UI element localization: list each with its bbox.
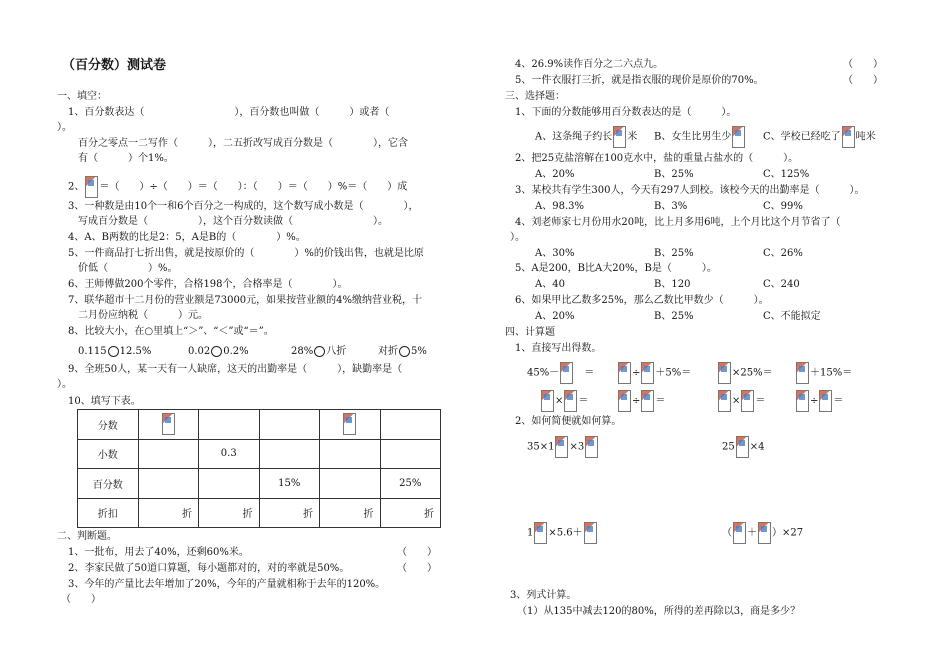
fraction-image-icon xyxy=(585,436,598,458)
question-3-line-1: 3、一种数是由10个一和6个百分之一构成的，这个数写成小数是（ ）， xyxy=(68,201,419,212)
compare-left-value: 0.02 xyxy=(188,346,211,357)
fraction-image-icon xyxy=(718,362,731,384)
fraction-image-icon xyxy=(758,522,771,544)
judge-3: 3、今年的产量比去年增加了20%，今年的产量就相称于去年的120%。 xyxy=(68,579,386,590)
fraction-image-icon xyxy=(555,436,568,458)
table-cell xyxy=(138,439,199,469)
expr-equals: ＝ xyxy=(655,395,666,407)
table-cell xyxy=(199,410,260,440)
fraction-image-icon xyxy=(733,522,746,544)
question-7-line-2: 二月份应纳税（ ）元。 xyxy=(78,310,208,321)
table-cell xyxy=(380,439,441,469)
question-7-line-1: 7、联华超市十二月份的营业额是73000元，如果按营业额的4%缴纳营业税，十 xyxy=(68,295,423,306)
choice-1-option-b xyxy=(654,126,746,148)
table-row xyxy=(78,439,441,469)
fraction-image-icon xyxy=(796,362,809,384)
question-1-line-1: 1、百分数表达（ ），百分数也叫做（ ）或者（ xyxy=(68,107,390,118)
choice-3: 3、某校共有学生300人，今天有297人到校。该校今天的出勤率是（ ）。 xyxy=(515,185,865,196)
compare-item-1 xyxy=(78,346,151,358)
question-9-line-1: 9、全班50人，某一天有一人缺席，这天的出勤率是（ ），缺勤率是（ xyxy=(68,364,403,375)
compare-right-value: 5% xyxy=(411,346,427,357)
compare-left-value: 对折 xyxy=(378,346,398,357)
question-10: 10、填写下表。 xyxy=(68,396,141,407)
fraction-image-icon xyxy=(343,413,356,435)
option-unit: 吨米 xyxy=(855,131,876,143)
expr-equals: ＝ xyxy=(755,395,766,407)
compare-right-value: 0.2% xyxy=(223,346,249,357)
table-cell xyxy=(259,410,320,440)
question-6: 6、王师傅做200个零件，合格198个，合格率是（ ）。 xyxy=(68,279,348,290)
expr-text: ＋15%＝ xyxy=(810,367,853,379)
table-cell: 折 xyxy=(320,498,381,528)
question-1-line-3: 百分之零点一二写作（ ），二五折改写成百分数是（ ），它含 xyxy=(78,138,408,149)
compare-circle-icon xyxy=(314,346,325,357)
table-row xyxy=(78,498,441,528)
choice-4-option-a: A、30% xyxy=(535,248,575,259)
choice-5-option-b: B、120 xyxy=(654,279,691,290)
expr-text: ×5.6＋ xyxy=(548,527,583,539)
choice-2: 2、把25克盐溶解在100克水中，盐的重量占盐水的（ ）。 xyxy=(515,153,799,164)
expr-text: （ xyxy=(722,527,732,539)
fraction-image-icon xyxy=(741,390,754,412)
choice-6: 6、如果甲比乙数多25%，那么乙数比甲数少（ ）。 xyxy=(515,295,769,306)
question-1-line-4: 有（ ）个1%。 xyxy=(78,153,174,164)
choice-2-option-b: B、25% xyxy=(654,169,694,180)
table-cell: 折 xyxy=(138,498,199,528)
fraction-image-icon xyxy=(732,126,745,148)
question-1-line-2: ）。 xyxy=(57,122,72,133)
choice-5-option-c: C、240 xyxy=(763,279,800,290)
word-problem-1: （1）从135中减去120的80%，所得的差再除以3，商是多少？ xyxy=(517,606,801,617)
question-9-line-2: ）。 xyxy=(57,379,72,390)
question-5-line-2: 价低（ ）%。 xyxy=(78,263,178,274)
expr-text: 25 xyxy=(722,441,735,453)
table-cell: 25% xyxy=(380,469,441,499)
table-cell: 15% xyxy=(259,469,320,499)
judge-5: 5、一件衣服打三折，就是指衣服的现价是原价的70%。 xyxy=(515,75,764,86)
choice-6-option-b: B、25% xyxy=(654,311,694,322)
compare-circle-icon xyxy=(399,346,410,357)
calc-expr-5 xyxy=(540,390,588,412)
expr-equals: ＝ xyxy=(833,395,844,407)
choice-5-option-a: A、40 xyxy=(535,279,565,290)
choice-1-option-c xyxy=(763,126,876,148)
fraction-image-icon xyxy=(796,390,809,412)
table-cell xyxy=(138,469,199,499)
expr-operator: ÷ xyxy=(810,395,819,407)
fraction-image-icon xyxy=(584,522,597,544)
calc-part-1: 1、直接写出得数。 xyxy=(515,343,602,354)
fraction-image-icon xyxy=(819,390,832,412)
judge-2: 2、李家民做了50道口算题，每小题都对的，对的率就是50%。 xyxy=(68,563,350,574)
expr-operator: ＋ xyxy=(747,527,757,539)
expr-text: 35×1 xyxy=(527,441,555,453)
question-2-number: 2、 xyxy=(68,181,85,193)
table-row-label: 百分数 xyxy=(78,469,139,499)
calc-expr-2 xyxy=(617,362,691,384)
calc-expr-7 xyxy=(717,390,765,412)
judge-3-paren: （ ） xyxy=(61,594,101,605)
expr-text: 1 xyxy=(527,527,534,539)
calc-expr-8 xyxy=(795,390,843,412)
compare-item-3 xyxy=(291,346,346,358)
compare-item-2 xyxy=(188,346,249,358)
compare-circle-icon xyxy=(211,346,222,357)
question-5-line-1: 5、一件商品打七折出售，就是按原价的（ ）%的价钱出售，也就是比原 xyxy=(68,248,424,259)
choice-1-option-a xyxy=(535,126,637,148)
table-cell: 0.3 xyxy=(199,439,260,469)
table-row-label: 小数 xyxy=(78,439,139,469)
question-3-line-2: 写成百分数是（ ），这个百分数读做（ ）。 xyxy=(78,216,388,227)
compare-right-value: 12.5% xyxy=(119,346,152,357)
choice-3-option-b: B、3% xyxy=(654,201,688,212)
fraction-image-icon xyxy=(534,522,547,544)
fraction-image-icon xyxy=(641,362,654,384)
simplify-expr-4 xyxy=(722,522,803,544)
choice-4-line-1: 4、刘老师家七月份用水20吨，比上月多用6吨，上个月比这个月节省了（ xyxy=(515,217,841,228)
table-row-label: 折扣 xyxy=(78,498,139,528)
fraction-image-icon xyxy=(162,413,175,435)
judge-1: 1、一批布，用去了40%，还剩60%米。 xyxy=(68,547,249,558)
choice-5: 5、A是200，B比A大20%，B是（ ）。 xyxy=(515,263,717,274)
expr-text: ×25%＝ xyxy=(732,367,773,379)
table-cell: 折 xyxy=(199,498,260,528)
compare-circle-icon xyxy=(108,346,119,357)
calc-expr-3 xyxy=(717,362,773,384)
judge-2-paren: （ ） xyxy=(397,563,437,574)
expr-equals: ＝ xyxy=(584,367,595,379)
judge-4-paren: （ ） xyxy=(843,59,883,70)
table-cell xyxy=(259,439,320,469)
table-row-label: 分数 xyxy=(78,410,139,440)
judge-1-paren: （ ） xyxy=(397,547,437,558)
section-multiple-choice: 三、选择题： xyxy=(505,91,565,102)
choice-1: 1、下面的分数能够用百分数表达的是（ ）。 xyxy=(515,107,737,118)
compare-left-value: 0.115 xyxy=(78,346,107,357)
expr-text: 45%－ xyxy=(527,367,560,379)
calc-expr-4 xyxy=(795,362,852,384)
fraction-image-icon xyxy=(641,390,654,412)
fraction-image-icon xyxy=(85,176,98,198)
page-title: （百分数）测试卷 xyxy=(62,58,167,73)
calc-part-3: 3、列式计算。 xyxy=(510,590,577,601)
choice-4-option-c: C、26% xyxy=(763,248,803,259)
choice-4-line-2: ）。 xyxy=(510,232,525,243)
expr-operator: ÷ xyxy=(632,367,641,379)
fraction-image-icon xyxy=(564,390,577,412)
calc-expr-6 xyxy=(617,390,665,412)
section-fill-blank: 一、填空： xyxy=(57,91,107,102)
fraction-image-icon xyxy=(613,126,626,148)
compare-left-value: 28% xyxy=(291,346,314,357)
simplify-expr-3 xyxy=(527,522,598,544)
choice-2-option-c: C、125% xyxy=(763,169,810,180)
section-calculation: 四、计算题 xyxy=(505,327,555,338)
expr-operator: × xyxy=(732,395,741,407)
fraction-image-icon xyxy=(842,126,855,148)
table-cell: 折 xyxy=(380,498,441,528)
option-text: B、女生比男生少 xyxy=(654,131,732,143)
fraction-image-icon xyxy=(736,436,749,458)
calc-expr-1 xyxy=(527,362,594,384)
choice-6-option-a: A、20% xyxy=(535,311,575,322)
expr-text: ×3 xyxy=(569,441,585,453)
conversion-table xyxy=(77,409,441,528)
option-unit: 米 xyxy=(627,131,638,143)
calc-part-2: 2、如何简便就如何算。 xyxy=(515,416,622,427)
choice-6-option-c: C、不能拟定 xyxy=(763,311,821,322)
table-cell xyxy=(380,410,441,440)
fraction-image-icon xyxy=(618,362,631,384)
question-2-text: ＝（ ）÷（ ）＝（ ）：（ ）＝（ ）%＝（ ）成 xyxy=(99,181,408,193)
judge-4: 4、26.9%读作百分之二六点九。 xyxy=(515,59,664,70)
expr-operator: ÷ xyxy=(632,395,641,407)
table-cell xyxy=(138,410,199,440)
table-row xyxy=(78,469,441,499)
simplify-expr-1 xyxy=(527,436,599,458)
table-cell xyxy=(320,439,381,469)
fraction-image-icon xyxy=(560,362,573,384)
fraction-image-icon xyxy=(618,390,631,412)
expr-text: ）×27 xyxy=(772,527,804,539)
question-4: 4、A、B两数的比是2：5，A是B的（ ）%。 xyxy=(68,232,306,243)
compare-item-4 xyxy=(378,346,427,358)
choice-3-option-c: C、99% xyxy=(763,201,803,212)
section-true-false: 二、判断题。 xyxy=(57,531,117,542)
table-cell xyxy=(320,410,381,440)
expr-text: ×4 xyxy=(749,441,765,453)
question-2 xyxy=(68,176,407,198)
fraction-image-icon xyxy=(718,390,731,412)
choice-3-option-a: A、98.3% xyxy=(535,201,584,212)
expr-equals: ＝ xyxy=(578,395,589,407)
table-cell: 折 xyxy=(259,498,320,528)
table-cell xyxy=(199,469,260,499)
question-8: 8、比较大小，在○里填上“＞”、“＜”或“＝”。 xyxy=(68,326,274,337)
choice-2-option-a: A、20% xyxy=(535,169,575,180)
expr-text: ＋5%＝ xyxy=(655,367,692,379)
judge-5-paren: （ ） xyxy=(843,75,883,86)
option-text: A、这条绳子约长 xyxy=(535,131,613,143)
choice-4-option-b: B、25% xyxy=(654,248,694,259)
table-cell xyxy=(320,469,381,499)
fraction-image-icon xyxy=(541,390,554,412)
expr-operator: × xyxy=(555,395,564,407)
option-text: C、学校已经吃了 xyxy=(763,131,841,143)
table-row xyxy=(78,410,441,440)
compare-right-value: 八折 xyxy=(326,346,347,357)
simplify-expr-2 xyxy=(722,436,764,458)
